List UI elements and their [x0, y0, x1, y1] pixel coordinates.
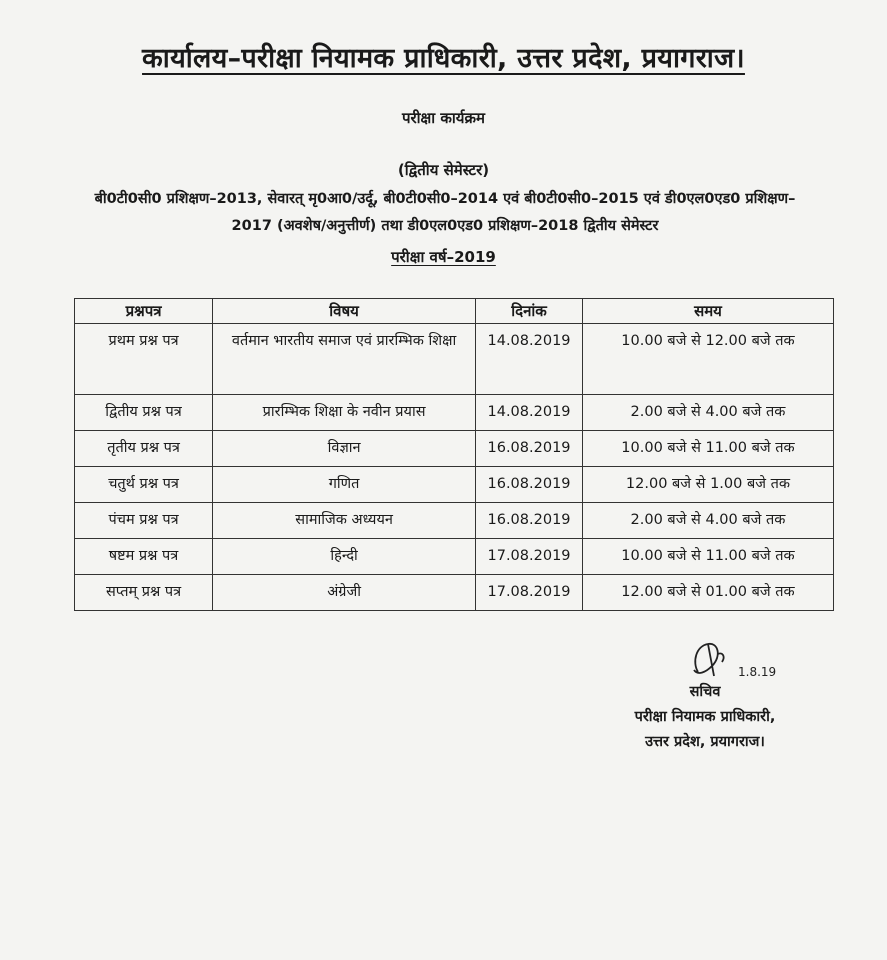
paper-cell: तृतीय प्रश्न पत्र — [75, 431, 213, 467]
subject-cell: गणित — [213, 467, 476, 503]
paper-cell: द्वितीय प्रश्न पत्र — [75, 395, 213, 431]
table-row — [75, 324, 834, 395]
paper-cell: सप्तम् प्रश्न पत्र — [75, 575, 213, 611]
exam-program-heading: परीक्षा कार्यक्रम — [402, 109, 485, 127]
paper-cell: चतुर्थ प्रश्न पत्र — [75, 467, 213, 503]
signatory-authority: परीक्षा नियामक प्राधिकारी, — [634, 709, 776, 725]
exam-year: परीक्षा वर्ष–2019 — [391, 248, 496, 266]
time-cell: 12.00 बजे से 01.00 बजे तक — [582, 575, 833, 611]
table-row — [75, 539, 834, 575]
paper-cell: प्रथम प्रश्न पत्र — [75, 324, 213, 395]
paper-cell: षष्टम प्रश्न पत्र — [75, 539, 213, 575]
subject-cell: सामाजिक अध्ययन — [213, 503, 476, 539]
signatory-designation: सचिव — [689, 684, 721, 700]
time-cell: 12.00 बजे से 1.00 बजे तक — [582, 467, 833, 503]
date-cell: 14.08.2019 — [476, 395, 583, 431]
subject-cell: विज्ञान — [213, 431, 476, 467]
date-cell: 17.08.2019 — [476, 575, 583, 611]
date-cell: 16.08.2019 — [476, 467, 583, 503]
table-row — [75, 467, 834, 503]
column-header-paper: प्रश्नपत्र — [75, 299, 213, 324]
semester-label: (द्वितीय सेमेस्टर) — [397, 161, 490, 179]
table-row — [75, 575, 834, 611]
column-header-date: दिनांक — [476, 299, 583, 324]
time-cell: 10.00 बजे से 11.00 बजे तक — [582, 539, 833, 575]
signature-date: 1.8.19 — [738, 665, 777, 679]
table-row — [75, 431, 834, 467]
office-title: कार्यालय–परीक्षा नियामक प्राधिकारी, उत्तर प्रदेश, प्रयागराज। — [142, 43, 745, 74]
course-description: बी0टी0सी0 प्रशिक्षण–2013, सेवारत् मृ0आ0/उर्दू, बी0टी0सी0–2014 एवं बी0टी0सी0–2015 एवं डी0एल0एड0 प्रशिक्षण–2017 (अवशेष/अनुत्तीर्ण) तथा डी0एल0एड0 प्रशिक्षण–2018 द्वितीय सेमेस्टर — [94, 191, 796, 234]
time-cell: 10.00 बजे से 11.00 बजे तक — [582, 431, 833, 467]
exam-schedule-table — [74, 298, 834, 611]
subject-cell: प्रारम्भिक शिक्षा के नवीन प्रयास — [213, 395, 476, 431]
date-cell: 16.08.2019 — [476, 503, 583, 539]
date-cell: 17.08.2019 — [476, 539, 583, 575]
time-cell: 2.00 बजे से 4.00 बजे तक — [582, 503, 833, 539]
column-header-subject: विषय — [213, 299, 476, 324]
signatory-location: उत्तर प्रदेश, प्रयागराज। — [645, 734, 765, 750]
table-row — [75, 395, 834, 431]
signatory-block — [560, 680, 850, 755]
time-cell: 2.00 बजे से 4.00 बजे तक — [582, 395, 833, 431]
date-cell: 14.08.2019 — [476, 324, 583, 395]
table-row — [75, 503, 834, 539]
column-header-time: समय — [582, 299, 833, 324]
subject-cell: वर्तमान भारतीय समाज एवं प्रारम्भिक शिक्षा — [213, 324, 476, 395]
time-cell: 10.00 बजे से 12.00 बजे तक — [582, 324, 833, 395]
subject-cell: अंग्रेजी — [213, 575, 476, 611]
table-header-row — [75, 299, 834, 324]
paper-cell: पंचम प्रश्न पत्र — [75, 503, 213, 539]
subject-cell: हिन्दी — [213, 539, 476, 575]
date-cell: 16.08.2019 — [476, 431, 583, 467]
